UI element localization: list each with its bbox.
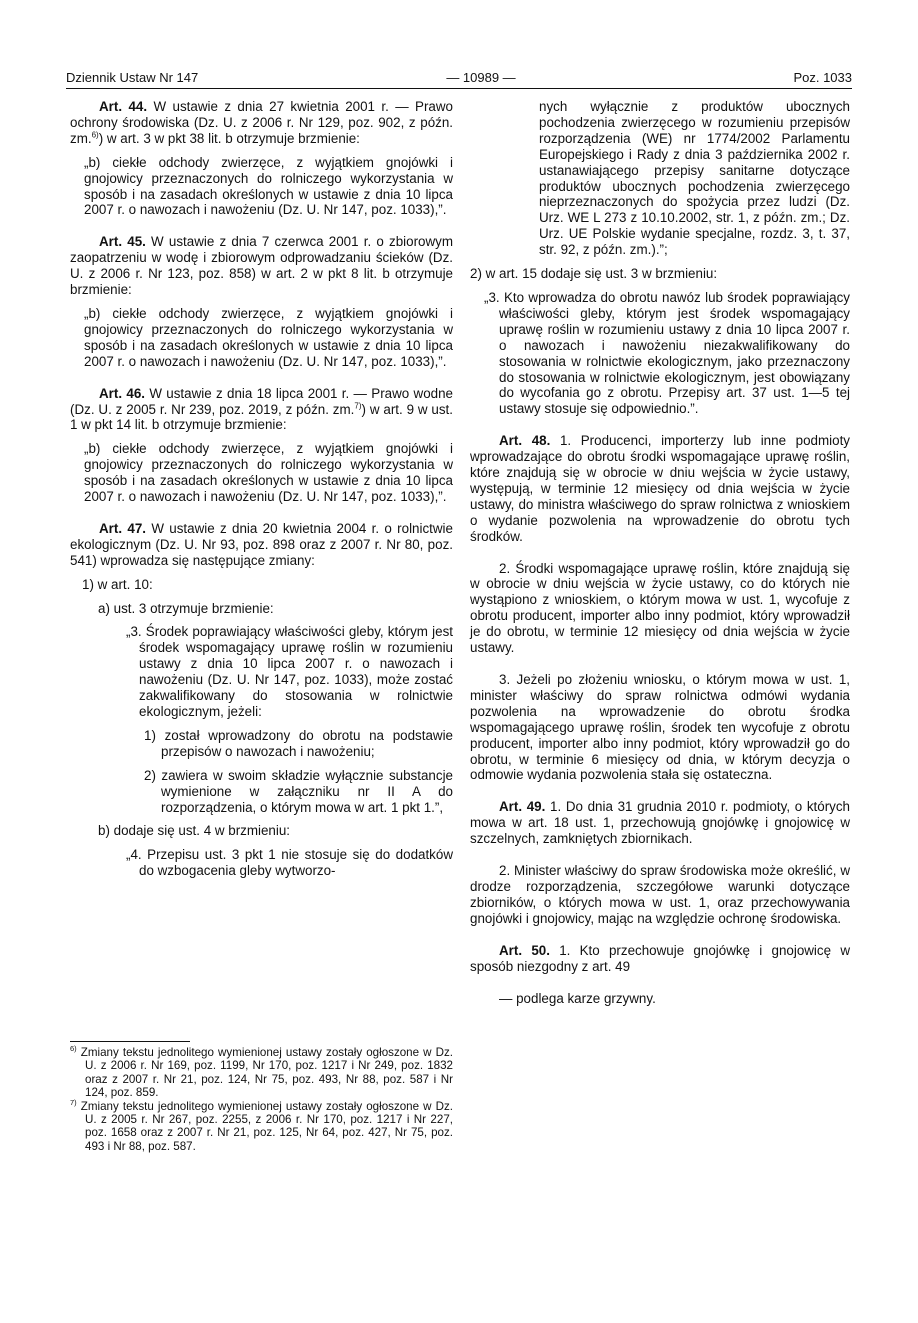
art48-para-2: 2. Środki wspomagające uprawę roślin, które znajdują się w obrocie w dniu wejścia w życie ustawy, co do których nie wystąpiono z wnioskiem, o którym mowa w ust. 1, wycofuje z obrotu producent, importer albo inny podmiot, który wprowadził je do obrotu, w terminie 12 miesięcy od dnia wejścia w życie ustawy. — [470, 560, 850, 656]
art47-quote-4: „4. Przepisu ust. 3 pkt 1 nie stosuje się do dodatków do wzbogacenia gleby wytworzo- — [126, 847, 453, 879]
art44-quote: „b) ciekłe odchody zwierzęce, z wyjątkiem gnojówki i gnojowicy przeznaczonych do rolniczego wykorzystania w sposób i na zasadach określonych w ustawie z dnia 10 lipca 2007 r. o nawozach i nawożeniu (Dz. U. Nr 147, poz. 1033),”. — [84, 154, 453, 218]
art45-number: Art. 45. — [99, 234, 146, 250]
art47-intro: Art. 47. W ustawie z dnia 20 kwietnia 2004 r. o rolnictwie ekologicznym (Dz. U. Nr 93, poz. 898 oraz z 2007 r. Nr 80, poz. 541) wprowadza się następujące zmiany: — [70, 520, 453, 568]
right-column — [470, 99, 850, 1006]
footnote-7: $^{7)}$ Zmiany tekstu jednolitego wymienionej ustawy zostały ogłoszone w Dz. U. z 2005 r. Nr 267, poz. 2255, z 2006 r. Nr 170, poz. 1217 i Nr 227, poz. 1658 oraz z 2007 r. Nr 21, poz. 125, Nr 64, poz. 427, Nr 75, poz. 493 i Nr 88, poz. 587. — [70, 1097, 453, 1153]
art47-sub-1: 1) został wprowadzony do obrotu na podstawie przepisów o nawozach i nawożeniu; — [144, 727, 453, 759]
art50-number: Art. 50. — [499, 942, 550, 958]
footnote-ref-6: 6) — [91, 130, 99, 140]
art48-para-3: 3. Jeżeli po złożeniu wniosku, o którym mowa w ust. 1, minister właściwy do spraw rolnictwa odmówi wydania pozwolenia na wprowadzenie do obrotu środka wspomagającego uprawę roślin, środek ten wycofuje z obrotu producent, importer albo inny podmiot, który wprowadził go do obrotu, w terminie 6 miesięcy od dnia, w którym decyzja o odmowie wydania pozwolenia stała się ostateczna. — [470, 672, 850, 783]
art47-quote-3: „3. Środek poprawiający właściwości gleby, którym jest środek wspomagający uprawę roślin w rozumieniu ustawy z dnia 10 lipca 2007 r. o nawozach i nawożeniu (Dz. U. Nr 147, poz. 1033), może zostać zakwalifikowany do stosowania w rolnictwie ekologicznym, jeżeli: — [126, 624, 453, 719]
art47-point-1b: b) dodaje się ust. 4 w brzmieniu: — [98, 823, 291, 839]
footnote-ref-7: 7) — [354, 401, 362, 411]
footnote-6: $^{6)}$ Zmiany tekstu jednolitego wymienionej ustawy zostały ogłoszone w Dz. U. z 2006 r. Nr 169, poz. 1199, Nr 170, poz. 1217 i Nr 249, poz. 1832 oraz z 2007 r. Nr 21, poz. 124, Nr 75, poz. 493, Nr 88, poz. 587 i Nr 124, poz. 859. — [70, 1044, 453, 1100]
art47-point-2: 2) w art. 15 dodaje się ust. 3 w brzmieniu: — [470, 266, 718, 282]
left-column — [70, 99, 453, 879]
art44-number: Art. 44. — [99, 99, 148, 114]
art47-point-1: 1) w art. 10: — [82, 576, 153, 592]
art47-quote-4-continued: nych wyłącznie z produktów ubocznych pochodzenia zwierzęcego w rozumieniu przepisów rozporządzenia (WE) nr 1774/2002 Parlamentu Europejskiego i Rady z dnia 3 października 2002 r. ustanawiającego przepisy sanitarne dotyczące produktów ubocznych pochodzenia zwierzęcego nieprzeznaczonych do spożycia przez ludzi (Dz. Urz. WE L 273 z 10.10.2002, str. 1, z późn. zm.; Dz. Urz. UE Polskie wydanie specjalne, rozdz. 3, t. 37, str. 92, z późn. zm.).”; — [539, 99, 850, 258]
art48-number: Art. 48. — [499, 433, 551, 449]
art46-number: Art. 46. — [99, 385, 145, 401]
art50-para-1: Art. 50. 1. Kto przechowuje gnojówkę i gnojowicę w sposób niezgodny z art. 49 — [470, 942, 850, 974]
art47-number: Art. 47. — [99, 520, 146, 536]
page-number: — 10989 — — [446, 70, 516, 85]
page-header — [66, 64, 852, 86]
art49-number: Art. 49. — [499, 799, 546, 815]
art46-intro: Art. 46. W ustawie z dnia 18 lipca 2001 r. — Prawo wodne (Dz. U. z 2005 r. Nr 239, poz. 2019, z późn. zm.$^{7)}$) w art. 9 w ust. 1 w pkt 14 lit. b otrzymuje brzmienie: — [70, 385, 454, 433]
footnotes — [70, 1046, 453, 1153]
art47-point-1a: a) ust. 3 otrzymuje brzmienie: — [98, 600, 274, 616]
art49-para-2: 2. Minister właściwy do spraw środowiska może określić, w drodze rozporządzenia, szczegółowe warunki dotyczące zbiorników, o których mowa w ust. 1, oraz przechowywania gnojówki i gnojowicy, mając na względzie ochronę środowiska. — [470, 863, 850, 926]
art47-quote-3b: „3. Kto wprowadza do obrotu nawóz lub środek poprawiający właściwości gleby, którym jest środek wspomagający uprawę roślin w rozumieniu ustawy z dnia 10 lipca 2007 r. o nawozach i nawożeniu niezakwalifikowany do stosowania w rolnictwie ekologicznym, jako przeznaczony do stosowania w rolnictwie ekologicznym, jest obowiązany do wycofania go z obrotu. Przepisy art. 37 ust. 1—5 tej ustawy stosuje się odpowiednio.”. — [484, 289, 850, 417]
footnote-rule — [70, 1041, 190, 1042]
art47-sub-2: 2) zawiera w swoim składzie wyłącznie substancje wymienione w załączniku nr II A do rozporządzenia, o którym mowa w art. 1 pkt 1.”, — [144, 767, 453, 815]
art50-penalty: — podlega karze grzywny. — [499, 990, 656, 1006]
art45-quote: „b) ciekłe odchody zwierzęce, z wyjątkiem gnojówki i gnojowicy przeznaczonych do rolniczego wykorzystania w sposób i na zasadach określonych w ustawie z dnia 10 lipca 2007 r. o nawozach i nawożeniu (Dz. U. Nr 147, poz. 1033),”. — [84, 305, 453, 369]
art46-quote: „b) ciekłe odchody zwierzęce, z wyjątkiem gnojówki i gnojowicy przeznaczonych do rolniczego wykorzystania w sposób i na zasadach określonych w ustawie z dnia 10 lipca 2007 r. o nawozach i nawożeniu (Dz. U. Nr 147, poz. 1033),”. — [84, 441, 453, 505]
journal-title: Dziennik Ustaw Nr 147 — [66, 70, 199, 85]
art45-intro: Art. 45. W ustawie z dnia 7 czerwca 2001 r. o zbiorowym zaopatrzeniu w wodę i zbiorowym odprowadzaniu ścieków (Dz. U. z 2006 r. Nr 123, poz. 858) w art. 2 w pkt 8 lit. b otrzymuje brzmienie: — [70, 234, 454, 298]
art44-intro: Art. 44. W ustawie z dnia 27 kwietnia 2001 r. — Prawo ochrony środowiska (Dz. U. z 2006 r. Nr 129, poz. 902, z późn. zm.$^{6)}$) w art. 3 w pkt 38 lit. b otrzymuje brzmienie: — [70, 99, 453, 146]
art48-para-1: Art. 48. 1. Producenci, importerzy lub inne podmioty wprowadzające do obrotu środki wspomagające uprawę roślin, które znajdują się w obrocie w dniu wejścia w życie ustawy, występują, w terminie 12 miesięcy od dnia wejścia w życie ustawy, do ministra właściwego do spraw rolnictwa z wnioskiem o wydanie pozwolenia na wprowadzenie do obrotu tych środków. — [470, 433, 850, 544]
header-rule — [66, 88, 852, 89]
art49-para-1: Art. 49. 1. Do dnia 31 grudnia 2010 r. podmioty, o których mowa w art. 18 ust. 1, przechowują gnojówkę i gnojowicę w szczelnych, zamkniętych zbiornikach. — [470, 799, 850, 847]
position-number: Poz. 1033 — [793, 70, 852, 85]
